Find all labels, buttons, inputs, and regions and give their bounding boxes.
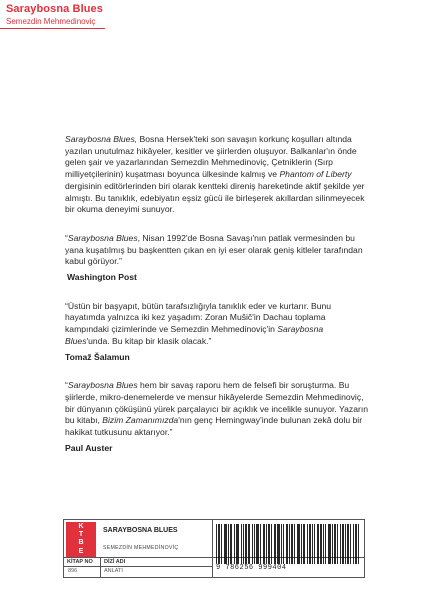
barcode-bar bbox=[330, 524, 331, 564]
intro-paragraph bbox=[65, 134, 370, 216]
quote-open: “ bbox=[65, 232, 68, 243]
barcode-bar bbox=[249, 524, 250, 564]
barcode-bar bbox=[332, 524, 333, 564]
divider bbox=[100, 557, 101, 577]
barcode-bar bbox=[283, 524, 284, 564]
logo-letter: E bbox=[78, 547, 84, 555]
barcode-bar bbox=[216, 524, 217, 564]
barcode-bar bbox=[257, 524, 258, 564]
barcode-bar bbox=[245, 524, 246, 564]
barcode-bar bbox=[238, 524, 239, 564]
barcode-bar bbox=[337, 524, 338, 564]
barcode-bar bbox=[304, 524, 305, 564]
barcode-bar bbox=[297, 524, 298, 564]
dizi-adi-value: ANLATI bbox=[104, 568, 123, 574]
book-title-italic: Bizim Zamanımızda bbox=[102, 415, 179, 426]
barcode-bar bbox=[219, 524, 220, 564]
barcode-book-author: SEMEZDİN MEHMEDİNOVİÇ bbox=[103, 545, 179, 551]
barcode-bar bbox=[237, 524, 238, 564]
barcode-bar bbox=[254, 524, 255, 564]
barcode-bar bbox=[318, 524, 319, 564]
barcode-bar bbox=[225, 524, 226, 564]
barcode-bar bbox=[264, 524, 265, 564]
barcode-bar bbox=[292, 524, 293, 564]
barcode-bar bbox=[230, 524, 231, 564]
barcode-bar bbox=[348, 524, 349, 564]
barcode-bar bbox=[355, 524, 356, 564]
divider bbox=[212, 520, 213, 577]
barcode-bar bbox=[241, 524, 242, 564]
quote-attribution: Washington Post bbox=[67, 272, 137, 283]
barcode-bar bbox=[279, 524, 280, 564]
barcode-bar bbox=[260, 524, 261, 564]
barcode-bar bbox=[334, 524, 335, 564]
barcode-bar bbox=[278, 524, 279, 564]
barcode-bar bbox=[307, 524, 308, 564]
barcode-bar bbox=[323, 524, 324, 564]
barcode-bar bbox=[298, 524, 299, 564]
quote-text: “Üstün bir başyapıt, bütün tarafsızlığıyla tanıklık eder ve kurtarır. Bunu hayatımda yalnızca iki kez yaşadım: Zoran Mušič'in Dachau toplama kampındaki çizimlerinde ve Semezdin Mehmedinoviç'in bbox=[65, 300, 332, 335]
book-title-italic: Saraybosna Blues bbox=[67, 232, 138, 243]
logo-letter: K bbox=[78, 523, 84, 530]
barcode-bar bbox=[353, 524, 354, 564]
barcode-bar bbox=[310, 524, 311, 564]
barcode-bar bbox=[342, 524, 343, 564]
barcode-bar bbox=[328, 524, 329, 564]
barcode-bar bbox=[263, 524, 264, 564]
magazine-title-italic: Phantom of Liberty bbox=[279, 169, 352, 180]
barcode-bar bbox=[266, 524, 267, 564]
barcode-bar bbox=[317, 524, 318, 564]
barcode-bar bbox=[224, 524, 225, 564]
barcode-bar bbox=[286, 524, 287, 564]
kitap-no-value: 896 bbox=[68, 568, 78, 574]
barcode-bar bbox=[299, 524, 300, 564]
barcode-bar bbox=[228, 524, 229, 564]
barcode-bar bbox=[312, 524, 313, 564]
barcode-bar bbox=[246, 524, 247, 564]
barcode-bar bbox=[236, 524, 237, 564]
barcode-bar bbox=[248, 524, 249, 564]
barcode-bar bbox=[325, 524, 326, 564]
header-title: Saraybosna Blues bbox=[6, 3, 103, 15]
barcode-bar bbox=[358, 524, 359, 564]
isbn-number: 9 786256 999404 bbox=[216, 564, 287, 572]
intro-text-end: dergisinin editörlerinden biri olarak kentteki direniş hareketinde aktif şekilde yer almıştı. Bu tanıklık, edebiyatın eşsiz gücü ile birleşerek akıllardan silinmeyecek bir okuma deneyimi sunuyor. bbox=[65, 180, 365, 215]
quote-text: hem bir savaş raporu hem de felsefi bir soruşturma. Bu şiirlerde, mikro-denemelerde ve mensur hikâyelerde Semezdin Mehmedinoviç, bir dünyanın çöküşünü yürek parçalayıcı bir açıklık ve incelikle sunuyor. Yazarın bu kitabı, bbox=[65, 380, 369, 426]
quote-salamun bbox=[65, 301, 370, 348]
divider bbox=[64, 566, 212, 567]
barcode-bar bbox=[277, 524, 278, 564]
quote-text-end: 'unda. Bu kitap bir klasik olacak.” bbox=[86, 335, 212, 346]
barcode-bar bbox=[281, 524, 282, 564]
barcode-bar bbox=[218, 524, 219, 564]
barcode-bar bbox=[314, 524, 315, 564]
barcode-bar bbox=[301, 524, 302, 564]
barcode-bar bbox=[340, 524, 341, 564]
barcode-bar bbox=[347, 524, 348, 564]
barcode-bar bbox=[303, 524, 304, 564]
barcode-bar bbox=[275, 524, 276, 564]
barcode-book-title: SARAYBOSNA BLUES bbox=[103, 527, 178, 534]
barcode-bar bbox=[294, 524, 295, 564]
barcode-bar bbox=[269, 524, 270, 564]
barcode-bar bbox=[343, 524, 344, 564]
logo-letter: T bbox=[78, 531, 84, 539]
kitap-no-label: KİTAP NO bbox=[67, 559, 93, 565]
barcode-bar bbox=[221, 524, 222, 564]
barcode-bar bbox=[309, 524, 310, 564]
barcode-bar bbox=[320, 524, 321, 564]
barcode-bar bbox=[234, 524, 235, 564]
barcode-bar bbox=[226, 524, 227, 564]
intro-text: Bosna Hersek'teki son savaşın korkunç koşulları altında yazılan unutulmaz hikâyeler, kesitler ve şiirlerden oluşuyor. Balkanlar'ın önde gelen şair ve yazarlarından Semezdin Mehmedinoviç, Çetniklerin (Sırp milliyetçilerinin) kuşatması boyunca ülkesinde kalmış ve bbox=[65, 134, 357, 180]
barcode-bar bbox=[321, 524, 322, 564]
barcode-bar bbox=[329, 524, 330, 564]
book-title-italic: Saraybosna Blues, bbox=[65, 134, 138, 144]
barcode-bar bbox=[356, 524, 357, 564]
barcode-bar bbox=[274, 524, 275, 564]
dizi-adi-label: DİZİ ADI bbox=[104, 559, 126, 565]
barcode-bar bbox=[291, 524, 292, 564]
header-author: Semezdin Mehmedinoviç bbox=[6, 17, 96, 26]
quote-auster bbox=[65, 380, 370, 439]
barcode-bar bbox=[268, 524, 269, 564]
barcode-bar bbox=[243, 524, 244, 564]
barcode-bar bbox=[287, 524, 288, 564]
quote-text: , Nisan 1992'de Bosna Savaşı'nın patlak vermesinden bu yana kuşatılmış bu başkentten çıkan en iyi eser olarak geniş kitleler tarafından kabul görüyor.” bbox=[65, 232, 363, 267]
barcode-bar bbox=[345, 524, 346, 564]
barcode-bar bbox=[256, 524, 257, 564]
quote-text-end: 'nın genç Hemingway'inde bulunan zekâ dolu bir hakikat tutkusunu aktarıyor.” bbox=[65, 415, 363, 438]
book-title-italic: Saraybosna Blues bbox=[65, 324, 324, 346]
back-cover-text bbox=[65, 134, 370, 471]
barcode-block bbox=[63, 519, 365, 578]
quote-attribution: Paul Auster bbox=[65, 442, 113, 453]
barcode-bar bbox=[258, 524, 259, 564]
publisher-logo bbox=[66, 522, 96, 557]
book-title-italic: Saraybosna Blues bbox=[67, 380, 138, 391]
logo-letter: B bbox=[78, 539, 84, 547]
quote-attribution: Tomaž Šalamun bbox=[65, 351, 130, 362]
barcode-bar bbox=[350, 524, 351, 564]
isbn-barcode bbox=[216, 524, 359, 564]
barcode-bar bbox=[271, 524, 272, 564]
header-rule bbox=[0, 28, 105, 29]
barcode-bar bbox=[335, 524, 336, 564]
barcode-bar bbox=[289, 524, 290, 564]
barcode-bar bbox=[231, 524, 232, 564]
quote-open: “ bbox=[65, 380, 68, 391]
quote-washington-post bbox=[65, 233, 370, 268]
barcode-bar bbox=[252, 524, 253, 564]
